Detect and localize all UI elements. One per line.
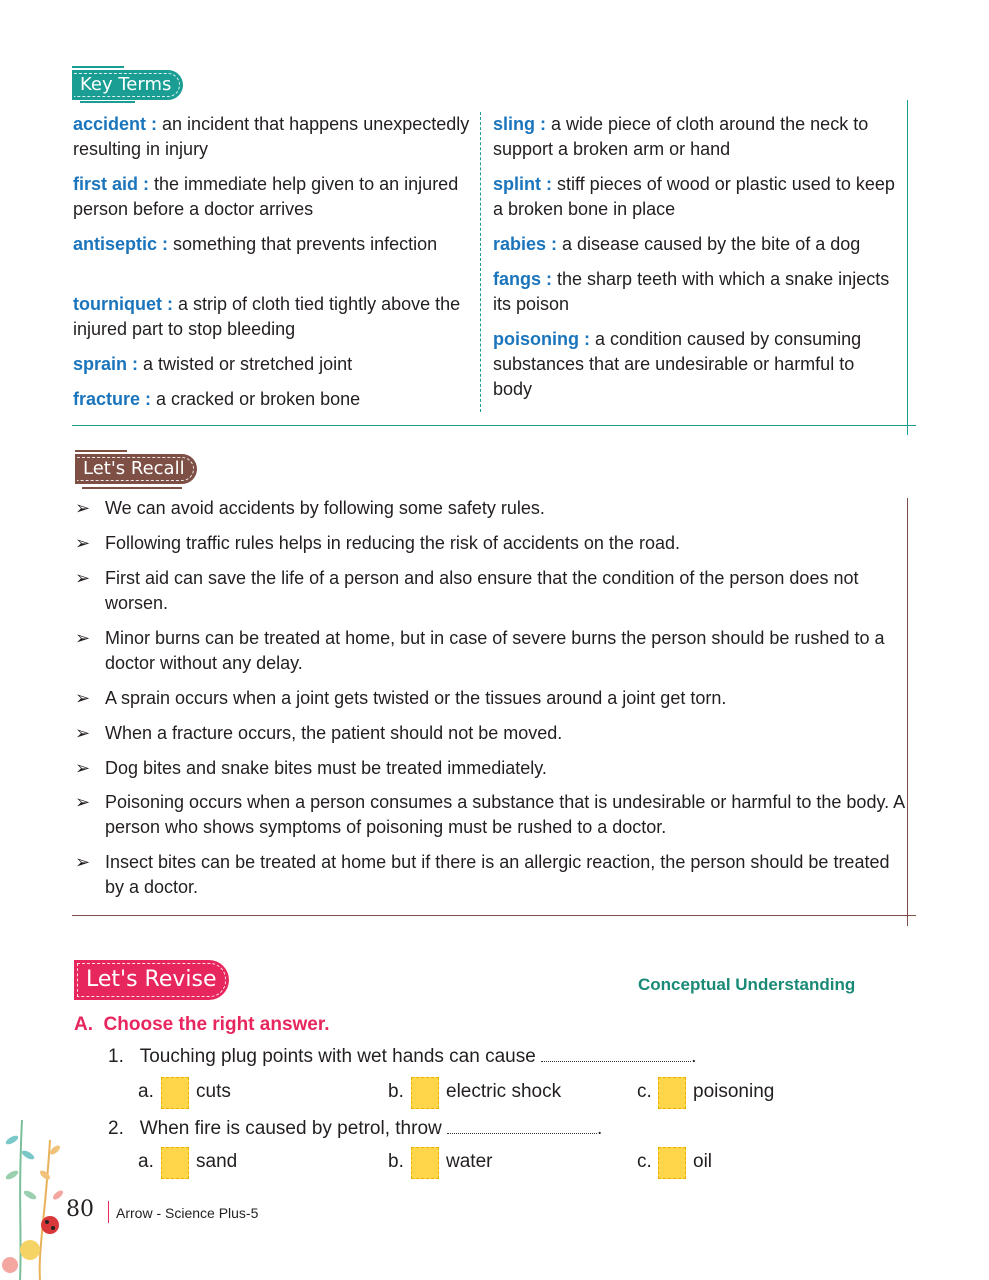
bullet-arrow-icon: ➢	[75, 852, 91, 872]
key-term-definition: a wide piece of cloth around the neck to support a broken arm or hand	[493, 114, 869, 159]
key-term-definition: the sharp teeth with which a snake injects its poison	[493, 269, 890, 314]
recall-item-text: A sprain occurs when a joint gets twisted or the tissues around a joint get torn.	[105, 688, 727, 708]
question-2	[108, 1115, 602, 1140]
key-term-definition: a cracked or broken bone	[151, 389, 361, 409]
bullet-arrow-icon: ➢	[75, 568, 91, 588]
question-1-number: 1.	[108, 1046, 124, 1067]
question-1-text: Touching plug points with wet hands can cause	[139, 1046, 536, 1067]
key-term-definition: a condition caused by consuming substances that are undesirable or harmful to body	[493, 329, 862, 399]
q1-option-a-checkbox[interactable]	[161, 1077, 189, 1109]
key-term-right-0	[493, 112, 895, 162]
q2-option-c-text: oil	[693, 1151, 713, 1172]
question-1-end: .	[691, 1046, 697, 1067]
q1-option-c-checkbox[interactable]	[658, 1077, 686, 1109]
q1-option-b-text: electric shock	[446, 1081, 562, 1102]
q2-option-a-letter: a.	[138, 1151, 154, 1172]
key-term-definition: something that prevents infection	[168, 234, 438, 254]
key-term-left-1	[73, 172, 475, 222]
footer-book-title: Arrow - Science Plus-5	[116, 1205, 259, 1221]
q2-option-b-checkbox[interactable]	[411, 1147, 439, 1179]
page-number: 80	[66, 1197, 94, 1222]
key-terms-badge-line-bottom	[80, 101, 135, 103]
bullet-arrow-icon: ➢	[75, 628, 91, 648]
key-term-right-4	[493, 327, 895, 402]
key-terms-right-rule	[907, 100, 908, 435]
q1-option-a-text: cuts	[196, 1081, 231, 1102]
q2-option-c-checkbox[interactable]	[658, 1147, 686, 1179]
recall-bottom-rule	[72, 915, 916, 916]
key-terms-badge-line	[72, 66, 124, 68]
question-2-end: .	[597, 1118, 603, 1139]
key-term-left-0	[73, 112, 475, 162]
recall-badge-line-bottom	[82, 487, 182, 489]
key-term-word: splint :	[493, 174, 552, 194]
revise-badge-border	[77, 963, 226, 997]
key-term-left-5	[73, 387, 475, 412]
question-1-blank[interactable]	[541, 1043, 691, 1062]
key-term-left-2	[73, 232, 475, 257]
question-2-number: 2.	[108, 1118, 124, 1139]
q1-option-b-checkbox[interactable]	[411, 1077, 439, 1109]
key-term-word: fangs :	[493, 269, 553, 289]
question-1	[108, 1043, 696, 1068]
q2-option-a-checkbox[interactable]	[161, 1147, 189, 1179]
key-terms-badge: Key Terms	[72, 70, 183, 100]
key-term-definition: stiff pieces of wood or plastic used to keep a broken bone in place	[493, 174, 895, 219]
recall-item-text: When a fracture occurs, the patient should not be moved.	[105, 723, 563, 743]
question-2-text: When fire is caused by petrol, throw	[139, 1118, 442, 1139]
recall-badge: Let's Recall	[75, 454, 197, 484]
bullet-arrow-icon: ➢	[75, 792, 91, 812]
key-terms-divider	[480, 112, 481, 412]
key-term-word: first aid :	[73, 174, 150, 194]
key-term-left-4	[73, 352, 475, 377]
footer-separator	[108, 1201, 109, 1223]
q1-option-a-letter: a.	[138, 1081, 154, 1102]
bullet-arrow-icon: ➢	[75, 498, 91, 518]
key-term-definition: the immediate help given to an injured person before a doctor arrives	[73, 174, 459, 219]
key-term-word: poisoning :	[493, 329, 590, 349]
key-term-word: sling :	[493, 114, 546, 134]
q1-option-c-letter: c.	[637, 1081, 652, 1102]
q2-option-b-text: water	[446, 1151, 493, 1172]
section-a-heading: A. Choose the right answer.	[74, 1014, 330, 1035]
revise-badge	[74, 960, 229, 1000]
recall-item-text: Poisoning occurs when a person consumes a substance that is undesirable or harmful to the body. A person who shows symptoms of poisoning must be rushed to a doctor.	[105, 792, 905, 837]
q2-option-c-letter: c.	[637, 1151, 652, 1172]
key-term-word: rabies :	[493, 234, 558, 254]
q2-option-a-text: sand	[196, 1151, 238, 1172]
recall-item-text: First aid can save the life of a person and also ensure that the condition of the person does not worsen.	[105, 568, 859, 613]
recall-item-text: Insect bites can be treated at home but if there is an allergic reaction, the person should be treated by a doctor.	[105, 852, 890, 897]
q1-option-b-letter: b.	[388, 1081, 404, 1102]
key-term-definition: a strip of cloth tied tightly above the injured part to stop bleeding	[73, 294, 461, 339]
key-term-definition: a twisted or stretched joint	[138, 354, 353, 374]
bullet-arrow-icon: ➢	[75, 758, 91, 778]
recall-item-text: Following traffic rules helps in reducing the risk of accidents on the road.	[105, 533, 680, 553]
key-term-word: sprain :	[73, 354, 139, 374]
key-term-word: accident :	[73, 114, 158, 134]
key-term-word: tourniquet :	[73, 294, 173, 314]
recall-item-text: Minor burns can be treated at home, but in case of severe burns the person should be rushed to a doctor without any delay.	[105, 628, 885, 673]
q1-option-c-text: poisoning	[693, 1081, 775, 1102]
bullet-arrow-icon: ➢	[75, 533, 91, 553]
key-term-left-3	[73, 292, 475, 342]
bullet-arrow-icon: ➢	[75, 688, 91, 708]
key-term-right-3	[493, 267, 895, 317]
bullet-arrow-icon: ➢	[75, 723, 91, 743]
key-term-right-2	[493, 232, 895, 257]
recall-item-text: We can avoid accidents by following some safety rules.	[105, 498, 545, 518]
question-2-blank[interactable]	[447, 1115, 597, 1134]
recall-badge-line	[75, 450, 127, 452]
key-term-right-1	[493, 172, 895, 222]
key-term-word: antiseptic :	[73, 234, 169, 254]
key-term-word: fracture :	[73, 389, 152, 409]
key-term-definition: an incident that happens unexpectedly resulting in injury	[73, 114, 470, 159]
recall-item-text: Dog bites and snake bites must be treated immediately.	[105, 758, 547, 778]
revise-tag: Conceptual Understanding	[638, 975, 856, 994]
q2-option-b-letter: b.	[388, 1151, 404, 1172]
floral-decoration-icon	[0, 1100, 80, 1280]
key-term-definition: a disease caused by the bite of a dog	[557, 234, 861, 254]
key-terms-bottom-rule	[72, 425, 916, 426]
recall-right-rule	[907, 498, 908, 926]
revise-badge-label: Let's Revise	[86, 967, 217, 992]
